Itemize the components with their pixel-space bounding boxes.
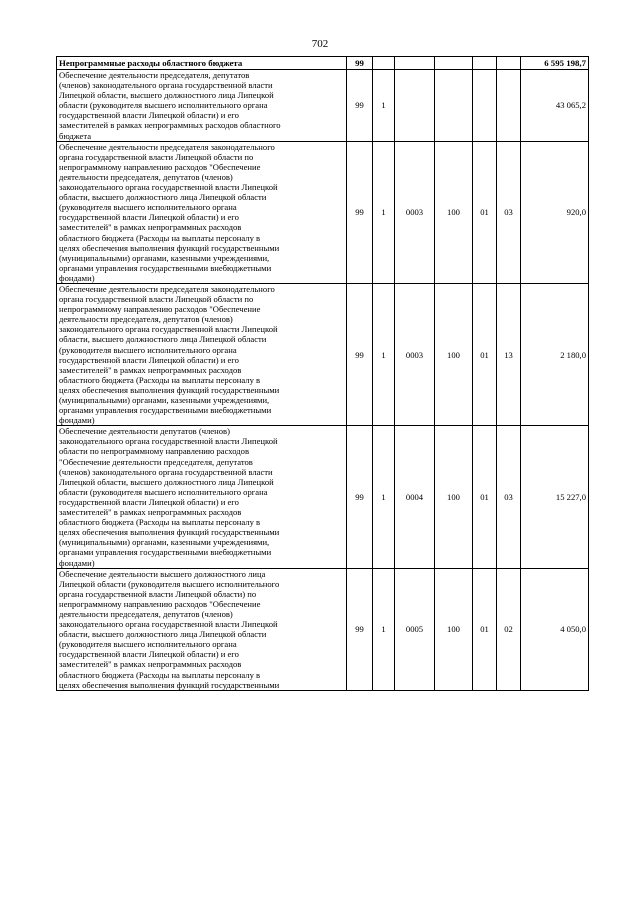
cell-amount: 2 180,0	[521, 283, 589, 425]
description-line: Липецкой области (руководителя высшего исполнительного	[59, 578, 280, 589]
description-line: фондами)	[59, 272, 95, 283]
description-line: (членов) законодательного органа государственной власти	[59, 80, 273, 91]
cell-subchapter: 03	[497, 141, 521, 283]
budget-table	[56, 56, 589, 691]
description-line: органа государственной власти Липецкой области по	[59, 294, 254, 305]
cell-section: 99	[347, 568, 373, 690]
description-line: органа государственной власти Липецкой области) по	[59, 588, 257, 599]
table-row	[57, 283, 589, 425]
description-line: органами управления государственными внебюджетными	[59, 405, 272, 416]
cell-description	[57, 426, 347, 568]
description-line: бюджета	[59, 130, 92, 141]
cell-direction: 0003	[395, 141, 435, 283]
description-line: органами управления государственными внебюджетными	[59, 262, 272, 273]
cell-expense-type	[435, 70, 473, 142]
cell-expense-type: 100	[435, 568, 473, 690]
description-line: областного бюджета (Расходы на выплаты персоналу в	[59, 517, 261, 528]
description-line: Обеспечение деятельности депутатов (членов)	[59, 426, 230, 437]
description-line: деятельности председателя, депутатов (членов)	[59, 314, 233, 325]
description-line: целях обеспечения выполнения функций государственными	[59, 384, 280, 395]
cell-description	[57, 568, 347, 690]
section-col-6	[497, 57, 521, 70]
description-line: области, высшего должностного лица Липецкой области	[59, 192, 267, 203]
description-line: Липецкой области, высшего должностного лица Липецкой	[59, 90, 274, 101]
description-line: целях обеспечения выполнения функций государственными	[59, 679, 280, 690]
description-line: заместителей" в рамках непрограммных расходов	[59, 507, 242, 518]
cell-chapter	[473, 70, 497, 142]
description-line: заместителей в рамках непрограммных расходов областного	[59, 120, 281, 131]
description-line: Липецкой области, высшего должностного лица Липецкой	[59, 476, 274, 487]
cell-subsection: 1	[373, 141, 395, 283]
description-line: законодательного органа государственной власти Липецкой	[59, 619, 278, 630]
description-line: областного бюджета (Расходы на выплаты персоналу в	[59, 374, 261, 385]
description-line: государственной власти Липецкой области) и его	[59, 354, 239, 365]
description-line: государственной власти Липецкой области) и его	[59, 212, 239, 223]
description-line: (муниципальными) органами, казенными учреждениями,	[59, 537, 270, 548]
cell-subchapter: 13	[497, 283, 521, 425]
cell-chapter: 01	[473, 426, 497, 568]
cell-direction: 0005	[395, 568, 435, 690]
description-line: Обеспечение деятельности председателя законодательного	[59, 141, 275, 152]
description-line: области по непрограммному направлению расходов	[59, 446, 250, 457]
description-line: "Обеспечение деятельности председателя, депутатов	[59, 456, 253, 467]
cell-subchapter	[497, 70, 521, 142]
cell-amount: 43 065,2	[521, 70, 589, 142]
description-line: области, высшего должностного лица Липецкой области	[59, 334, 267, 345]
description-line: непрограммному направлению расходов "Обеспечение	[59, 598, 261, 609]
section-amount: 6 595 198,7	[521, 57, 589, 70]
cell-amount: 4 050,0	[521, 568, 589, 690]
cell-section: 99	[347, 426, 373, 568]
description-line: органами управления государственными внебюджетными	[59, 547, 272, 558]
cell-direction	[395, 70, 435, 142]
description-line: области, высшего должностного лица Липецкой области	[59, 629, 267, 640]
description-line: заместителей" в рамках непрограммных расходов	[59, 364, 242, 375]
description-line: (руководителя высшего исполнительного органа	[59, 202, 237, 213]
cell-expense-type: 100	[435, 141, 473, 283]
description-line: (муниципальными) органами, казенными учреждениями,	[59, 252, 270, 263]
description-line: заместителей" в рамках непрограммных расходов	[59, 659, 242, 670]
cell-section: 99	[347, 70, 373, 142]
description-line: областного бюджета (Расходы на выплаты персоналу в	[59, 669, 261, 680]
description-line: целях обеспечения выполнения функций государственными	[59, 527, 280, 538]
cell-expense-type: 100	[435, 283, 473, 425]
table-row	[57, 141, 589, 283]
cell-description	[57, 283, 347, 425]
description-line: государственной власти Липецкой области) и его	[59, 110, 239, 121]
description-line: (муниципальными) органами, казенными учреждениями,	[59, 395, 270, 405]
description-line: области (руководителя высшего исполнительного органа	[59, 486, 268, 497]
description-line: (членов) законодательного органа государственной власти	[59, 466, 273, 477]
description-line: (руководителя высшего исполнительного органа	[59, 639, 237, 650]
section-col-5	[473, 57, 497, 70]
section-title: Непрограммные расходы областного бюджета	[57, 57, 347, 70]
description-line: законодательного органа государственной власти Липецкой	[59, 436, 278, 447]
cell-subsection: 1	[373, 70, 395, 142]
cell-subsection: 1	[373, 283, 395, 425]
description-line: законодательного органа государственной власти Липецкой	[59, 182, 278, 193]
description-line: области (руководителя высшего исполнительного органа	[59, 100, 268, 111]
cell-subsection: 1	[373, 568, 395, 690]
section-col-3	[395, 57, 435, 70]
description-line: Обеспечение деятельности председателя законодательного	[59, 283, 275, 294]
cell-section: 99	[347, 141, 373, 283]
description-line: непрограммному направлению расходов "Обеспечение	[59, 304, 261, 315]
cell-subchapter: 03	[497, 426, 521, 568]
description-line: государственной власти Липецкой области) и его	[59, 649, 239, 660]
cell-chapter: 01	[473, 283, 497, 425]
description-line: непрограммному направлению расходов "Обеспечение	[59, 161, 261, 172]
description-line: деятельности председателя, депутатов (членов)	[59, 608, 233, 619]
description-line: органа государственной власти Липецкой области по	[59, 151, 254, 162]
cell-chapter: 01	[473, 568, 497, 690]
description-line: областного бюджета (Расходы на выплаты персоналу в	[59, 232, 261, 243]
table-row	[57, 568, 589, 690]
section-col-2	[373, 57, 395, 70]
description-line: Обеспечение деятельности высшего должностного лица	[59, 568, 266, 579]
cell-section: 99	[347, 283, 373, 425]
table-row	[57, 426, 589, 568]
cell-amount: 15 227,0	[521, 426, 589, 568]
cell-subchapter: 02	[497, 568, 521, 690]
section-col-4	[435, 57, 473, 70]
table-row	[57, 70, 589, 142]
cell-direction: 0004	[395, 426, 435, 568]
description-line: заместителей" в рамках непрограммных расходов	[59, 222, 242, 233]
section-code: 99	[347, 57, 373, 70]
section-header-row	[57, 57, 589, 70]
cell-description	[57, 141, 347, 283]
cell-subsection: 1	[373, 426, 395, 568]
cell-description	[57, 70, 347, 142]
description-line: законодательного органа государственной власти Липецкой	[59, 324, 278, 335]
cell-amount: 920,0	[521, 141, 589, 283]
description-line: фондами)	[59, 415, 95, 426]
description-line: деятельности председателя, депутатов (членов)	[59, 171, 233, 182]
description-line: фондами)	[59, 557, 95, 568]
description-line: Обеспечение деятельности председателя, депутатов	[59, 70, 250, 80]
page-number: 702	[311, 38, 329, 50]
description-line: целях обеспечения выполнения функций государственными	[59, 242, 280, 253]
description-line: (руководителя высшего исполнительного органа	[59, 344, 237, 355]
cell-direction: 0003	[395, 283, 435, 425]
cell-expense-type: 100	[435, 426, 473, 568]
description-line: государственной власти Липецкой области) и его	[59, 496, 239, 507]
cell-chapter: 01	[473, 141, 497, 283]
